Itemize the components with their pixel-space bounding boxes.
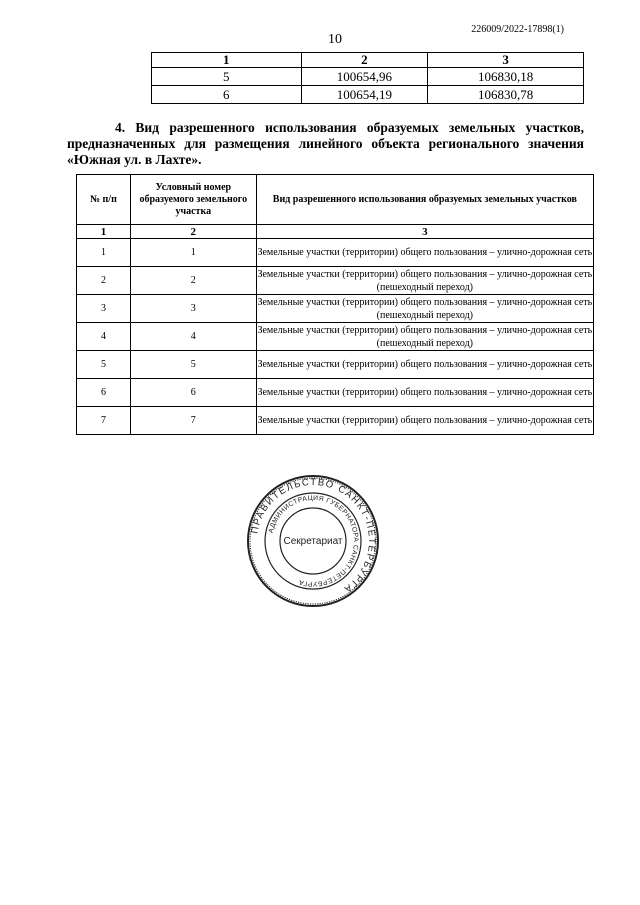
- permitted-use: Земельные участки (территории) общего пользования – улично-дорожная сеть: [256, 379, 593, 407]
- column-number: 1: [152, 53, 302, 68]
- document-registration-number: 226009/2022-17898(1): [471, 24, 564, 35]
- x-coordinate: 100654,96: [301, 68, 428, 86]
- plot-number: 4: [130, 323, 256, 351]
- land-use-table: [76, 174, 594, 435]
- page-number: 10: [328, 32, 342, 47]
- y-coordinate: 106830,18: [428, 68, 584, 86]
- column-number: 2: [130, 225, 256, 239]
- table-row: [152, 68, 584, 86]
- column-number: 2: [301, 53, 428, 68]
- plot-number: 2: [130, 267, 256, 295]
- row-number: 7: [77, 407, 131, 435]
- row-number: 3: [77, 295, 131, 323]
- column-number: 1: [77, 225, 131, 239]
- permitted-use: Земельные участки (территории) общего пользования – улично-дорожная сеть (пешеходный переход): [257, 324, 593, 349]
- row-number: 4: [77, 323, 131, 351]
- table-header-row: [152, 53, 584, 68]
- table-row: [77, 323, 594, 351]
- official-seal-stamp: [246, 474, 380, 608]
- section-heading: 4. Вид разрешенного использования образуемых земельных участков, предназначенных для размещения линейного объекта регионального значения «Южная ул. в Лахте».: [67, 120, 584, 167]
- table-header-row: [77, 175, 594, 225]
- plot-number: 7: [130, 407, 256, 435]
- row-number: 6: [77, 379, 131, 407]
- row-number: 1: [77, 239, 131, 267]
- header-permitted-use: Вид разрешенного использования образуемых земельных участков: [256, 175, 593, 225]
- table-row: [152, 86, 584, 104]
- table-row: [77, 351, 594, 379]
- point-number: 6: [152, 86, 302, 104]
- header-plot-number: Условный номер образуемого земельного участка: [130, 175, 256, 225]
- column-number: 3: [256, 225, 593, 239]
- permitted-use: Земельные участки (территории) общего пользования – улично-дорожная сеть (пешеходный переход): [257, 296, 593, 321]
- permitted-use: Земельные участки (территории) общего пользования – улично-дорожная сеть: [256, 407, 593, 435]
- coordinates-table: [151, 52, 584, 104]
- header-number: № п/п: [77, 175, 131, 225]
- permitted-use: Земельные участки (территории) общего пользования – улично-дорожная сеть: [256, 351, 593, 379]
- seal-outer-text: ПРАВИТЕЛЬСТВО САНКТ-ПЕТЕРБУРГА: [249, 476, 378, 596]
- row-number: 5: [77, 351, 131, 379]
- permitted-use: Земельные участки (территории) общего пользования – улично-дорожная сеть: [256, 239, 593, 267]
- plot-number: 5: [130, 351, 256, 379]
- plot-number: 1: [130, 239, 256, 267]
- point-number: 5: [152, 68, 302, 86]
- table-row: [77, 295, 594, 323]
- column-number: 3: [428, 53, 584, 68]
- table-row: [77, 239, 594, 267]
- permitted-use: Земельные участки (территории) общего пользования – улично-дорожная сеть (пешеходный переход): [257, 268, 593, 293]
- y-coordinate: 106830,78: [428, 86, 584, 104]
- table-row: [77, 379, 594, 407]
- column-number-row: [77, 225, 594, 239]
- row-number: 2: [77, 267, 131, 295]
- x-coordinate: 100654,19: [301, 86, 428, 104]
- plot-number: 6: [130, 379, 256, 407]
- table-row: [77, 407, 594, 435]
- table-row: [77, 267, 594, 295]
- seal-center-text: Секретариат: [283, 536, 343, 547]
- plot-number: 3: [130, 295, 256, 323]
- seal-inner-text: АДМИНИСТРАЦИЯ ГУБЕРНАТОРА САНКТ-ПЕТЕРБУРГА: [267, 494, 360, 588]
